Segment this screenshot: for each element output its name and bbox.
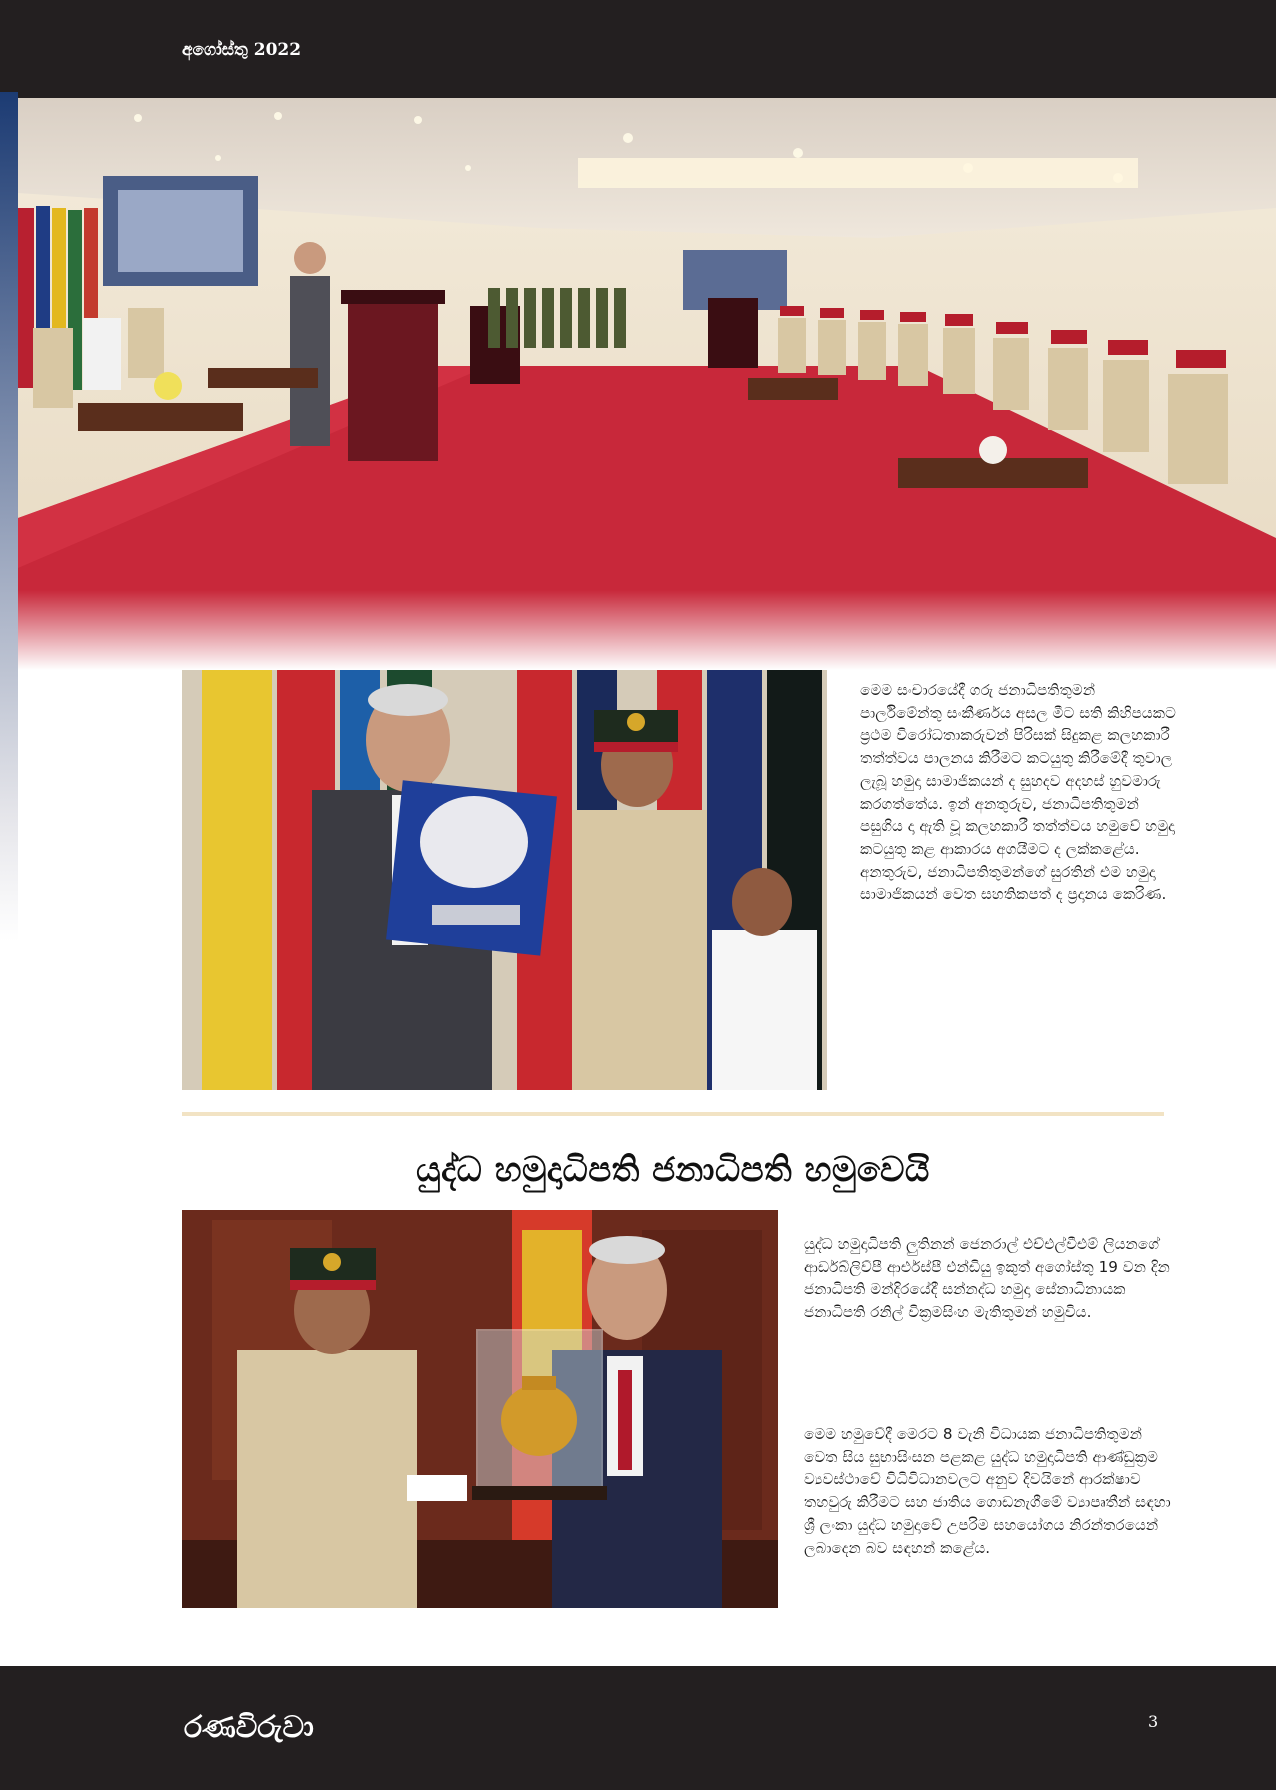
magazine-logo: රණවිරුවා (184, 1710, 314, 1745)
issue-date: අගෝස්තු 2022 (182, 40, 302, 60)
section-paragraph-1: යුද්ධ හමුදාධිපති ලුතිනන් ජෙනරාල් එච්එල්වීඑම් ලියනගේ ආර්ඩබ්ලිව්පී ආර්එස්පී එන්ඩියු ඉකුත් අගෝස්තු 19 වන දින ජනාධිපති මන්දිරයේදී සන්නද්ධ හමුදා සේනාධිනායක ජනාධිපති රනිල් වික්‍රමසිංහ මැතිතුමන් හමුවිය. (804, 1235, 1170, 1322)
hero-fade (18, 590, 1276, 670)
gift-presentation-photo (182, 1210, 778, 1608)
left-edge-strip (0, 92, 18, 942)
plaque-presentation-photo (182, 670, 827, 1090)
section-paragraph-2: මෙම හමුවේදී මෙරට 8 වැනි විධායක ජනාධිපතිතුමන් වෙත සිය සුභාසිංසන පළකළ යුද්ධ හමුදාධිපති ආණ්ඩුක්‍රම ව්‍යවස්ථාවේ විධිවිධානවලට අනුව දිවයිනේ ආරක්ෂාව තහවුරු කිරීමට සහ ජාතිය ගොඩනැගීමේ ව්‍යාපෘතීන් සඳහා ශ්‍රී ලංකා යුද්ධ හමුදාවේ උපරිම සහයෝගය නිරන්තරයෙන් ලබාදෙන බව සඳහන් කළේය. (804, 1425, 1171, 1557)
page-number: 3 (1148, 1712, 1159, 1731)
article-top-paragraph: මෙම සංචාරයේදී ගරු ජනාධිපතිතුමන් පාර්ලිමේන්තු සංකීර්ණය අසල මීට සති කිහිපයකට ප්‍රථම විරෝධතාකරුවන් පිරිසක් සිදුකළ කලහකාරී තත්ත්වය පාලනය කිරීමට කටයුතු කිරීමේදී තුවාල ලැබූ හමුදා සාමාජිකයන් ද සුහදව අදහස් හුවමාරු කරගත්තේය. ඉන් අනතුරුව, ජනාධිපතිතුමන් පසුගිය දා ඇති වූ කලහකාරී තත්ත්වය හමුවේ හමුදා කටයුතු කළ ආකාරය අගයීමට ද ලක්කළේය. අනතුරුව, ජනාධිපතිතුමන්ගේ සුරතින් එම හමුදා සාමාජිකයන් වෙත සහතිකපත් ද ප්‍රදානය කෙරිණ. (860, 681, 1177, 904)
section-headline: යුද්ධ හමුදාධිපති ජනාධිපති හමුවෙයි (416, 1150, 930, 1190)
section-divider (182, 1112, 1164, 1116)
ceremony-hall-photo (18, 98, 1276, 670)
